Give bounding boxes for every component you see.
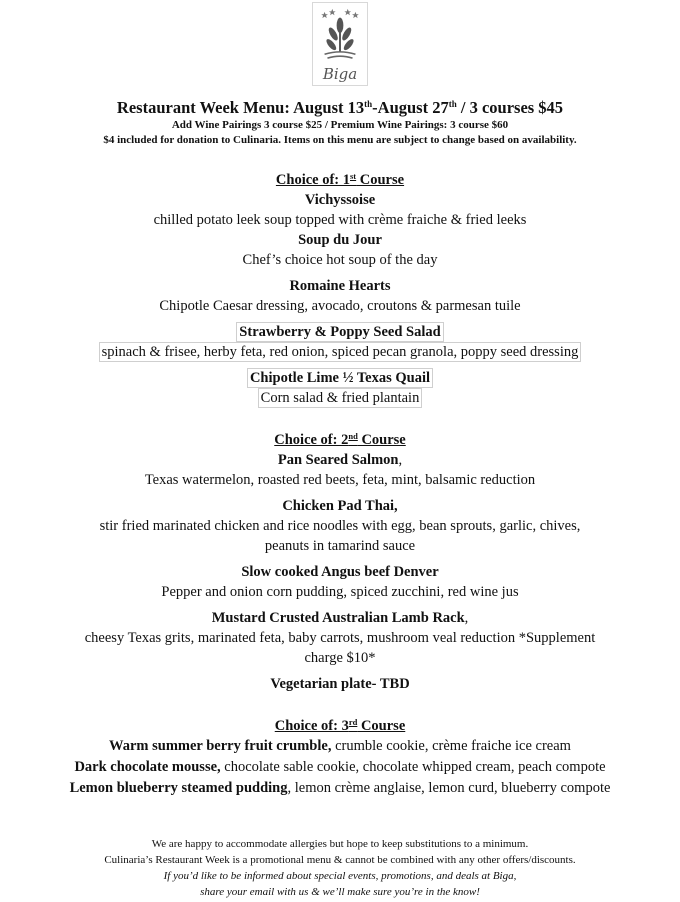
menu-item-name: Romaine Hearts <box>289 278 391 294</box>
menu-item-description: spinach & frisee, herby feta, red onion, spiced pecan granola, poppy seed dressing <box>99 342 582 362</box>
menu-body <box>0 166 680 799</box>
email-signup-note: share your email with us & we’ll make sure you’re in the know! <box>200 886 480 898</box>
menu-item-name: Vegetarian plate- TBD <box>270 676 410 692</box>
menu-item-description: Chipotle Caesar dressing, avocado, croutons & parmesan tuile <box>159 298 521 314</box>
menu-item-name: Chipotle Lime ½ Texas Quail <box>247 368 433 388</box>
menu-item-description: chocolate sable cookie, chocolate whipped cream, peach compote <box>220 759 606 775</box>
menu-item-name: Soup du Jour <box>298 232 382 248</box>
promo-note: Culinaria’s Restaurant Week is a promotional menu & cannot be combined with any other offers/discounts. <box>104 854 576 866</box>
dessert-item <box>0 778 680 799</box>
donation-note: $4 included for donation to Culinaria. Items on this menu are subject to change based on availability. <box>103 134 577 146</box>
leaf-stars-logo-icon <box>313 3 367 65</box>
menu-item-description: chilled potato leek soup topped with crème fraiche & fried leeks <box>153 212 527 228</box>
menu-item-description: Corn salad & fried plantain <box>258 388 423 408</box>
logo-text: Biga <box>322 65 358 83</box>
course-3-title: Choice of: 3rd Course <box>274 717 406 734</box>
menu-item-name: Strawberry & Poppy Seed Salad <box>236 322 443 342</box>
menu-item-description: Pepper and onion corn pudding, spiced zucchini, red wine jus <box>161 584 519 600</box>
menu-item-description: Chef’s choice hot soup of the day <box>242 252 438 268</box>
dessert-item <box>0 736 680 757</box>
allergy-note: We are happy to accommodate allergies but hope to keep substitutions to a minimum. <box>151 838 529 850</box>
course-2-title: Choice of: 2nd Course <box>274 431 406 448</box>
menu-item-description: stir fried marinated chicken and rice noodles with egg, bean sprouts, garlic, chives, <box>99 518 581 534</box>
menu-item-name: Vichyssoise <box>304 192 376 208</box>
menu-item-description: , lemon crème anglaise, lemon curd, blueberry compote <box>287 780 611 796</box>
menu-header <box>0 94 680 148</box>
menu-item-description: charge $10* <box>304 650 376 666</box>
menu-item-description: cheesy Texas grits, marinated feta, baby carrots, mushroom veal reduction *Supplement <box>84 630 596 646</box>
menu-item-name: Warm summer berry fruit crumble, <box>109 738 332 754</box>
biga-logo <box>312 2 368 86</box>
page-title: Restaurant Week Menu: August 13th-August 27th / 3 courses $45 <box>116 98 564 117</box>
menu-footer <box>0 836 680 900</box>
menu-item-description: Texas watermelon, roasted red beets, feta, mint, balsamic reduction <box>144 472 536 488</box>
menu-item-name: Lemon blueberry steamed pudding <box>69 780 288 796</box>
menu-item-description: peanuts in tamarind sauce <box>264 538 416 554</box>
menu-item-name: Pan Seared Salmon, <box>277 452 403 468</box>
menu-item-description: crumble cookie, crème fraiche ice cream <box>331 738 571 754</box>
email-signup-note: If you’d like to be informed about special events, promotions, and deals at Biga, <box>163 870 517 882</box>
menu-item-name: Dark chocolate mousse, <box>74 759 221 775</box>
menu-item-name: Slow cooked Angus beef Denver <box>241 564 439 580</box>
dessert-item <box>0 757 680 778</box>
menu-item-name: Mustard Crusted Australian Lamb Rack, <box>211 610 469 626</box>
menu-item-name: Chicken Pad Thai, <box>282 498 398 514</box>
wine-pairings-note: Add Wine Pairings 3 course $25 / Premium Wine Pairings: 3 course $60 <box>171 119 509 131</box>
course-1-title: Choice of: 1st Course <box>275 171 405 188</box>
